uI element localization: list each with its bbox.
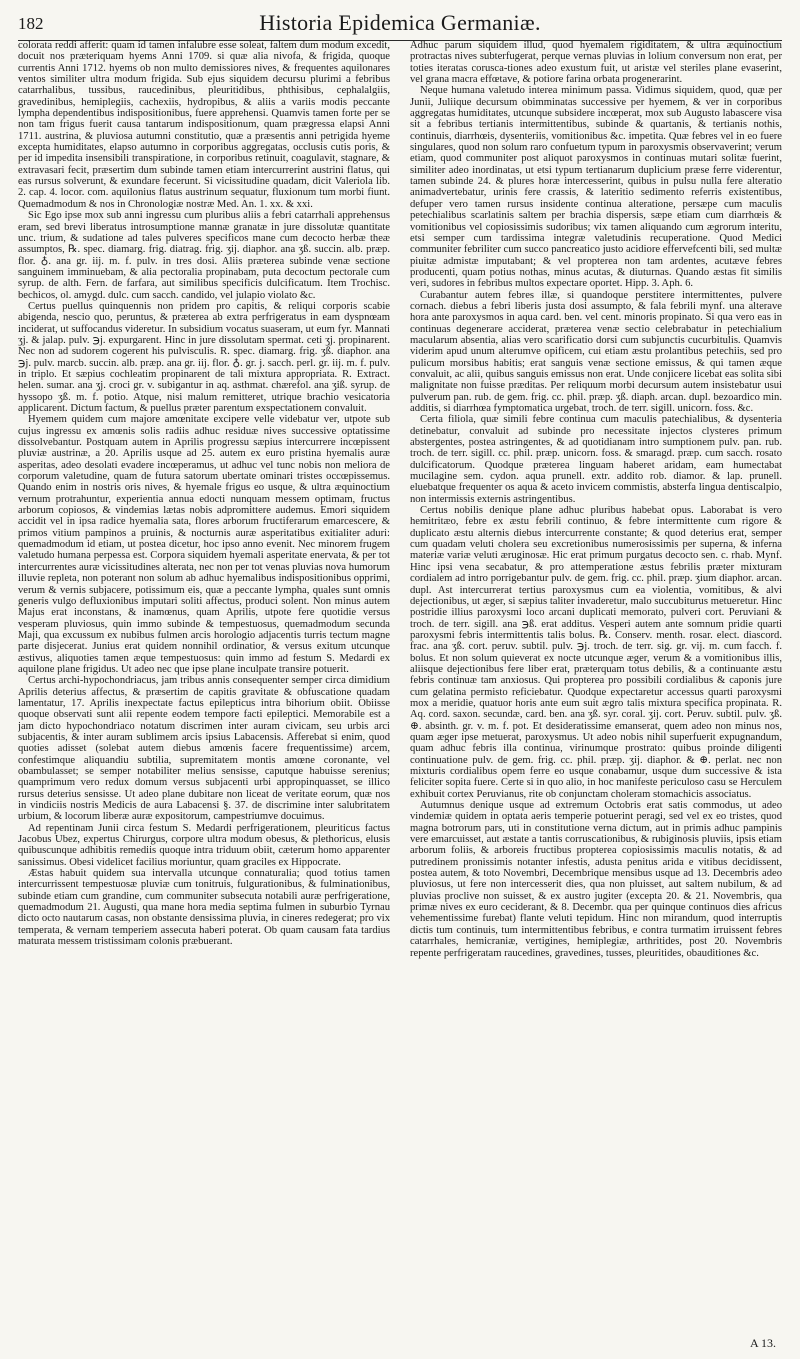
running-title: Historia Epidemica Germaniæ. bbox=[259, 10, 541, 35]
paragraph: Curabantur autem febres illæ, si quandoque perstitere intermittentes, pulvere cornach. diebus a febri liberis justa dosi assumpto, & fala febrili mynf. una alterave hora ante paroxysmos in aqua card. ben. vel cent. minoris propinato. Si qua vero eas in continuas degenerare acciderat, præterea venæ sectio celebrabatur in petechialium macularum absentia, alias vero scarificatio dorsi cum subjunctis cucurbitulis. Quamvis viderim apud unum alterumve opificem, cui etiam æstu prolantibus petechiis, sed pro pulicum morsibus habitis; erat sanguis venæ sectione emissus, & qui tamen æque convaluit, ac alii, quibus sanguis emissus non erat. Unde conjicere licebat eas solita sibi malignitate non fuisse præditas. Per reliquum morbi decursum autem insistebatur usui pulverum pan. rub. de gem. frig. cc. phil. præp. ʒß. diaph. arcan. dupl. bezoardico min. additis, si diarrhœa fymptomatica urgebat, troch. de terr. sigill. unicorn. foss. &c. bbox=[410, 289, 782, 414]
paragraph: Certus archi-hypochondriacus, jam tribus annis consequenter semper circa dimidium Aprilis deterius affectus, & præsertim de capitis gravitate & obfuscatione quadam lamentatur, 17. Aprilis inexpectate factus epilepticus intra bihorium obiit. Obiisse quoque observati sunt alii repente eodem tempore facti epileptici. Memorabile est a jam dicto hypochondriaco notatum discrimen inter auram civicam, seu urbis arci subjacentis, & inter auram sublimem arcis ipsius Labacensis. Afferebat si enim, quod quoties adisset (solebat autem diebus amœnis facere frequentissime) arcem, confestimque aliquandiu subtilia, supremitatem montis amœne coronante, vel obambulasset; se semper notabiliter melius sensisse, caputque habuisse serenius; quamprimum vero redux domum versus subjacenti urbi appropinquasset, se illico rursus deterius sensisse. Ut adeo plane dubitare non liceat de veritate eorum, quæ nos in vindiciis nostris Medicis de aura Labacensi §. 37. de discrimine inter salubritatem urbium, & locorum liberæ auræ expositorum, campestriumve docuimus. bbox=[18, 675, 390, 823]
paragraph: Certa filiola, quæ simili febre continua cum maculis patechialibus, & dysenteria detinebatur, convaluit ad subinde pro necessitate injectos clysteres primum abstergentes, postea astringentes, & ad quotidianam intro sumptionem pulv. pan. rub. troch. de terr. sigill. cc. phil. præp. unicorn. foss. & smaragd. præp. cum sacch. rosato dulcificatorum. Quodque præterea linguam haberet aridam, eam humectabat mucilagine sem. cydon. aqua prunell. extr. addito rob. diamor. & lap. prunell. eluebatque frequenter os aqua & aceto invicem commistis, absterfa lingua dentiscalpio, non intermissis externis astringentibus. bbox=[410, 414, 782, 505]
paragraph: Hyemem quidem cum majore amœnitate excipere velle videbatur ver, utpote sub cujus ingressu ex amœnis solis radiis adhuc residuæ nives successive optatissime dissolvebantur. Postquam autem in Aprilis progressu sæpius intercurrere incœpissent pluviæ austrinæ, a 20. Aprilis usque ad 25. autem ex euro pristina hyemalis auræ asperitas, adeo desolati evadere incœperamus, ut adhuc vel tunc nobis non meliora de corporum valetudine, quam de futura satorum ubertate ominari tristes occœpissemus. Quando enim in nostris oris nives, & hyemale frigus eo usque, & ultra æquinoctium vernum protrahuntur, experientia annua edocti nunquam messem optimam, fructus arborum copiosos, & vindemias lætas nobis adpromittere audemus. Emori siquidem accidit vel in ipsa radice hyemalia sata, flores arborum fructiferarum emarcescere, & primos vitium pampinos a pruinis, & nocturnis auræ asperitatibus exitialiter aduri: quemadmodum id etiam, ut postea dicetur, hoc ipso anno evenit. Nec minorem frugem valetudo humana perpessa est. Corpora siquidem hyemali asperitate enervata, & per tot intercurrentes auræ vicissitudines alterata, nec non per tot venas pluvias nova humorum illuvie repleta, non poterant non solum ab adhuc hyemalibus indispositionibus opprimi, verum & vernis subjacere, potissimum eis, quæ a peccante lympha, quales sunt omnis generis vulgo defluxionibus imputari soliti affectus, produci solent. Non minus autem Majus erat inconstans, & inamœnus, quam Aprilis, utpote fere quotidie versus vesperam pluviosus, quin immo subinde & tempestuosus, quemadmodum secunda Maji, qua excussum ex nubibus fulmen arcis horologio adjacentis turris tectum magne parte disjecerat. Junius erat quidem nonnihil ordinatior, & versus exitum utcunque æstivus, aliquoties tamen æque tempestuosus: quin immo ad festum S. Medardi ex aquilone plane frigidus. Ut adeo nec que ipse plane inculpate transire potuerit. bbox=[18, 414, 390, 675]
catchword: A 13. bbox=[749, 1336, 776, 1350]
paragraph: Certus nobilis denique plane adhuc pluribus habebat opus. Laborabat is vero hemitritæo, febre ex æstu febrili continuo, & febre intermittente cum rigore & duplicato æstu alternis diebus intercurrente constante; & quod deterius erat, semper cum quadam veluti cholera seu excretionibus numerosissimis per superna, & inferna materiæ variæ veluti æruginosæ. Hic erat primum purgatus decocto sen. c. rhab. Mynf. Hinc ipsi vena secabatur, & pro attemperatione æstus febrilis præter mixturam cordialem ad intro porrigebantur pulv. de gem. frig. cc. phil. præp. ʒium diaphor. arcan. dupl. Ast intercurrerat tertius paroxysmus cum ea violentia, vomitibus, & alvi dejectionibus, ut æger, si sæpius taliter invaderetur, malo succubiturus metueretur. Hinc postridie illius paroxysmi loco arcani duplicati memorato, pulveri cort. Peruviani & troch. de terr. sigill. ana ℈ß. erat additus. Vesperi autem ante somnum pridie quarti paroxysmi febris intermittentis talis bolus. ℞. Conserv. menth. rosar. elect. diascord. frac. ana ʒß. cort. peruv. subtil. pulv. ℈j. troch. de terr. sig. gr. vij. m. cum facch. f. bolus. Et non solum quieverat ex nocte utcunque æger, verum & a vomitionibus illis, aliisque dejectionibus fere liber erat, præterquam totus debilis, & a continuante æstu febris continuæ tam anxiosus. Qui propterea pro possibili cordialibus & caponis jure cum gelatina permisto reficiebatur. Quodque expectaretur accessus quarti paroxysmi mox a meridie, quatuor horis ante eum suit ægro talis mixtura specifica propinata. R. Aq. cord. saxon. secundæ, card. ben. ana ʒß. syr. coral. ʒij. cort. Peruv. subtil. pulv. ʒß. ⊕. absinth. gr. v. m. f. pot. Et desideratissime emanserat, quem adeo non minus nos, quam æger ipse metuerat, paroxysmus. Ut adeo nobis nihil superfuerit expugnandum, quam adhuc febris illa continua, virinumque prostrato: quibus proinde diligenti continuatione pulv. de gem. frig. cc. phil. præp. ʒij. diaphor. & ⊕. perlat. nec non mixturis cordialibus opem ferre eo usque conabamur, usque dum successive & ista feliciter sopita fuere. Certe si in quo alio, in hoc manifeste periculoso casu se Herculem exhibuit cortex Peruvianus, rite ob conjunctam choleram stomachicis associatus. bbox=[410, 505, 782, 800]
paragraph: colorata reddi afferit: quam id tamen infalubre esse soleat, faltem dum modum excedit, docuit nos præteriquam hyems Anni 1709. si quæ alia nivofa, & frigida, quoque currentis Anni 1712. hyems ob non multo demissiores nives, & frequentes aquilonares ventos similiter ultra modum frigida. Sub ejus siquidem decursu plurimi a febribus catarrhalibus, tussibus, raucedinibus, pleuritidibus, phthisibus, cephalalgiis, gravedinibus, hemiplegiis, cachexiis, hydropibus, & aliis a variis modis peccante lympha dependentibus indispositionibus, fuere apprehensi. Quamvis tamen forte per se non tam frigus fuerit causa tantarum indispositionum, quam prægressa elapsi Anni 1711. austrina, & pluviosa autumni constitutio, quæ a præsentis anni petrigida hyeme excepta humiditates, elapso autumno in corporibus aggregatas, occlusis cutis poris, & per id impedita insensibili transpiratione, in corporibus retinuit, coagulavit, stagnare, & extravasari fecit, præsertim dum subinde tamen etiam intercurrerint austrini flatus, qui eas rursus solverunt, & exundare fecerunt. Si vicissitudine quadam, dicit Valeriola lib. 2. cap. 4. locor. com. aquilonius flatus austrinum sequatur, fluxionum tum morbi fiunt. Quemadmodum & nos in Chronologiæ nostræ Med. An. 1. xx. & xxi. bbox=[18, 40, 390, 210]
paragraph: Æstas habuit quidem sua intervalla utcunque connaturalia; quod totius tamen intercurrissent tempestuosæ pluviæ cum tonitruis, fulgurationibus, & fulminationibus, subinde etiam cum grandine, cum communiter subsecuta notabili auræ perfrigeratione, quemadmodum 21. Augusti, qua mane hora media septima fulmen in suburbio Tyrnau dicto octo nautarum casas, non obstante densissima pluvia, in cineres redegerat; pro vix temperata, & vernam temperiem assecuta haberi poterat. Ob quam causam fata tardius maturata messem tristissimam colonis præbuerant. bbox=[18, 868, 390, 948]
paragraph: Autumnus denique usque ad extremum Octobris erat satis commodus, ut adeo vindemiæ quidem in optata aeris temperie potuerint peragi, sed vel ex eo tristes, quod magna botrorum pars, uti in constitutione verna dictum, aut in primis adhuc pampinis vere emarcuisset, aut æstate a tantis corruscationibus, & rubiginosis pluviis, ipsis etiam arborum foliis, & arboreis fructibus propterea copiosissimis maculis notatis, & ad putredinem pronissimis notanter infestis, adusta penitus arida e vitibus decidissent, postea autem, & toto Novembri, Decembrique mensibus usque ad 13. Decembris adeo pluviosus, ut fere non intercesserit dies, qua non pluisset, aut saltem nubilum, & ad pluvias proclive non suisset, & ex austro jugiter (excepta 20. & 21. Novembris, qua primæ nives ex euro ceciderant, & 8. Decembr. qua per quinque continuos dies africus vehementissime furebat) flante veluti tepidum. Hinc non mirandum, quod interruptis dictis tum continuis, tum intermittentibus febribus, e contra turmatim irruissent febres catarrhales, hemicraniæ, vertigines, hemiplegiæ, arthritides, post 20. Novembris repente perfrigeratam raucedines, gravedines, tusses, pleuritides, obauditiones &c. bbox=[410, 800, 782, 959]
paragraph: Certus puellus quinquennis non pridem pro capitis, & reliqui corporis scabie abigenda, nescio quo, peruntus, & præterea ab extra perfrigeratus in eam dyspnœam inciderat, ut suffocandus videretur. In subsidium vocatus suaseram, ut eum fyr. Mannati ʒj. & jalap. pulv. ℈j. expurgarent. Hinc in jure dissolutam spermat. ceti ʒj. propinarent. Nec non ad sudorem cogerent his pulvisculis. R. spec. diamarg. frig. ʒß. diaphor. ana ℈j. pulv. marcb. succin. alb. præp. ana gr. iij. flor. ♁. gr. j. sacch. perl. gr. iij. m. f. pulv. in triplo. Et sæpius cochleatim propinarent de tali mixtura appropriata. R. Extract. helen. sumar. ana ʒj. croci gr. v. subigantur in aq. asthmat. chærefol. ana ʒiß. syrup. de hyssopo ʒß. m. f. potio. Atque, nisi malum remitteret, utrique brachio vesicatoria applicarent. Dictum factum, & puellus præter parentum exspectationem convaluit. bbox=[18, 300, 390, 414]
page-number: 182 bbox=[18, 14, 44, 33]
left-column bbox=[18, 40, 390, 1333]
paragraph: Neque humana valetudo interea minimum passa. Vidimus siquidem, quod, quæ per Junii, Juliique decursum obimminatas successive per hyemem, & ver in corporibus aggregatas humiditates, utcunque subsidere incœperat, mox sub Augusto labascere visa sit a febribus tertianis intermittentibus, subinde & quartanis, & tertianis nothis, continuis, diarrhœis, dysenteriis, vomitionibus &c. impetita. Quæ febres vel in eo fuere singulares, quod non solum raro confuetum typum in paroxysmis observaverint; verum etiam, quod communiter post aliquot paroxysmos in continuas mutari solitæ fuerint, similiter adeo inordinatas, ut etsi typum tertianarum duplicium præse ferre viderentur, tamen subinde 24. & plures horæ intercesserint, quibus in pulsu nulla fere alteratio animadvertebatur, urinis fere crassis, & lateritio sedimento referris existentibus, defuper vero tamen rursus insidente continua alteratione, persæpe cum maculis petechialibus scarlatinis saltem per brachia dispersis, sæpe etiam cum diarrhœis & vomitionibus vel copiosissimis sudoribus; vix tamen aliquando cum ægrorum interitu, etsi semper cum tardissima integræ valetudinis recuperatione. Quod Medici communiter febriliter cum succo pancreatico justo acidiore effervefcenti bili, sed multæ piuitæ admistæ imputabant; & vel propterea non tam ardentes, acutæve febres producenti, quam potius nothas, minus acutas, & diuturnas. Quando æstas fit similis veri, sudores in febribus multos expectare oportet. Hipp. 3. Aph. 6. bbox=[410, 85, 782, 290]
right-column bbox=[410, 40, 782, 1333]
paragraph: Ad repentinam Junii circa festum S. Medardi perfrigerationem, pleuriticus factus Jacobus Ubez, expertus Chirurgus, corpore ultra modum obesus, & plethoricus, elusis quibuscunque adhibitis remediis quoque intra triduum obiit, cæterum homo apparenter sanissimus. Obesi videlicet facilius moriuntur, quam graciles ex Hippocrate. bbox=[18, 822, 390, 868]
paragraph: Sic Ego ipse mox sub anni ingressu cum pluribus aliis a febri catarrhali apprehensus eram, sed brevi liberatus introsumptione mannæ granatæ in jure dissolutæ quantitate unc. trium, & sudatione ad tales pulveres specificos mane cum decocto herbæ theæ assumptos, ℞. spec. diamarg. frig. diatrag. frig. ʒij. diaphor. ana ʒß. succin. alb. præp. flor. ♁. ana gr. iij. m. f. pulv. in tres dosi. Aliis præterea subinde venæ sectione sanguinem imminuebam, & alia pectoralia propinabam, puta decoctum pectorale cum syrup. de alth. Fern. de farfara, aut similibus specificis dulcificatum. Item Trochisc. bechicos, ol. amygd. dulc. cum sacch. candido, vel julapio violato &c. bbox=[18, 210, 390, 301]
text-columns bbox=[18, 40, 782, 1333]
paragraph: Adhuc parum siquidem illud, quod hyemalem rigiditatem, & ultra æquinoctium protractas nives subterfugerat, perque vernas pluvias in lolium conversum non erat, per toties iteratas corusca-tiones adeo exustum fuit, ut aristæ vel steriles plane evaserint, vel grana macra effœtave, & potiore farina orbata progenerarint. bbox=[410, 40, 782, 86]
page-header bbox=[18, 10, 782, 40]
